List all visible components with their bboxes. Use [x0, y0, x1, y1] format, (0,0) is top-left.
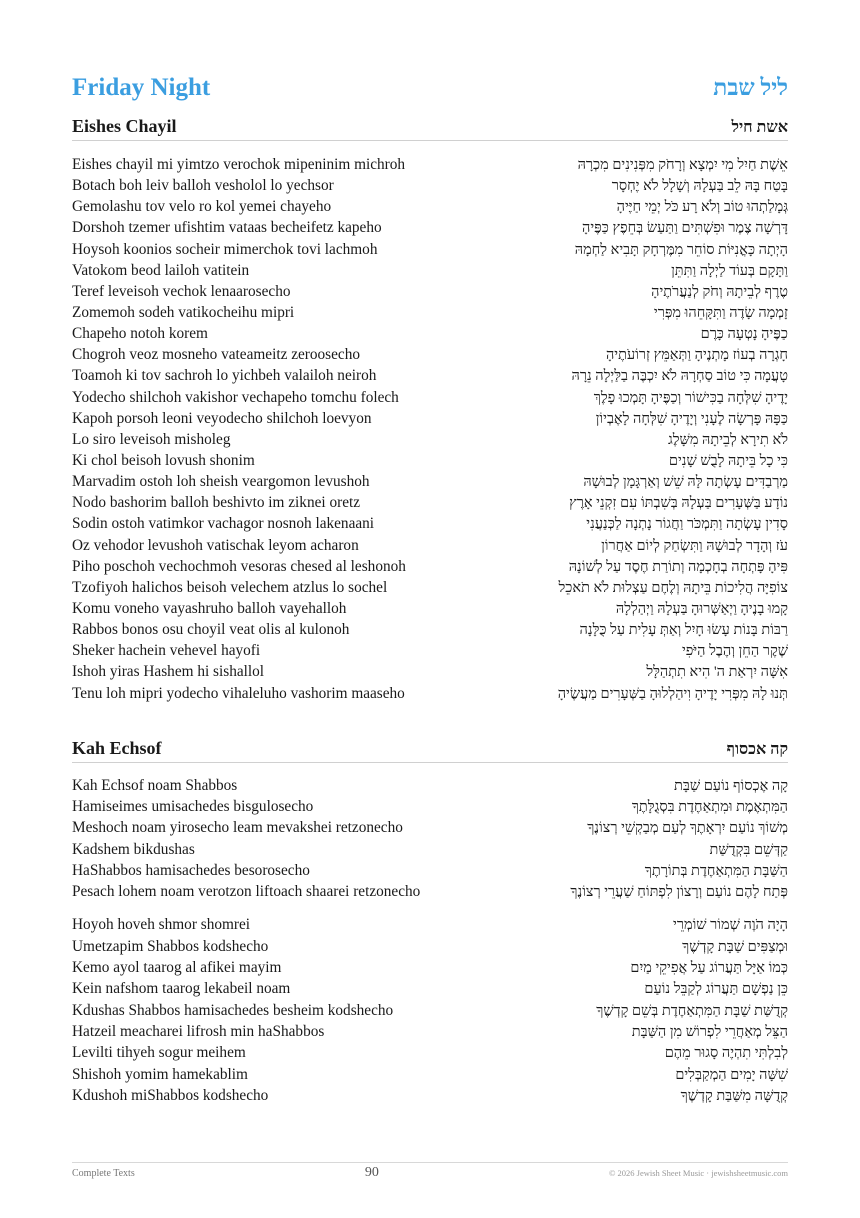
hebrew-line: זָמְמָה שָׂדֶה וַתִּקָּחֵהוּ מִפְּרִי: [653, 304, 788, 321]
transliteration-line: Nodo bashorim balloh beshivto im ziknei oretz: [72, 494, 361, 512]
page-footer: [72, 1162, 788, 1181]
hebrew-line: הַשַּׁבָּת הַמִּתְאַחֶדֶת בְּתוֹרָתֶךָ: [644, 862, 788, 879]
transliteration-line: HaShabbos hamisachedes besorosecho: [72, 861, 310, 879]
hebrew-line: כֵּן נַפְשָׁם תַּעֲרוֹג לְקַבֵּל נוֹעַם: [644, 981, 788, 998]
hebrew-line: אֵשֶׁת חַיִל מִי יִמְצָא וְרָחֹק מִפְּנִינִים מִכְרָהּ: [577, 157, 788, 173]
footer-copyright: © 2026 Jewish Sheet Music · jewishsheetmusic.com: [608, 1168, 788, 1178]
transliteration-line: Ishoh yiras Hashem hi sishallol: [72, 663, 265, 681]
hebrew-line: גְּמָלַתְהוּ טוֹב וְלֹא רָע כֹּל יְמֵי חַיֶּיהָ: [616, 199, 788, 216]
hebrew-line: בָּטַח בָּהּ לֵב בַּעְלָהּ וְשָׁלָל לֹא יֶחְסָר: [611, 178, 788, 195]
transliteration-line: Dorshoh tzemer ufishtim vataas becheifetz kapeho: [72, 219, 382, 237]
text-line: [72, 1064, 788, 1085]
text-line: [72, 217, 788, 238]
page-title-hebrew: ליל שבת: [713, 75, 788, 100]
text-line: [72, 323, 788, 344]
transliteration-line: Kemo ayol taarog al afikei mayim: [72, 959, 282, 977]
text-line: [72, 817, 788, 838]
text-line: [72, 860, 788, 881]
section-heading-eishes-chayil: [72, 116, 788, 141]
hebrew-line: הָיָה הֹוֶה שְׁמוֹר שׁוֹמְרֵי: [673, 917, 788, 934]
eishes-chayil-text: [72, 154, 788, 704]
section-title-hebrew: אשת חיל: [731, 119, 788, 136]
hebrew-line: רַבּוֹת בָּנוֹת עָשׂוּ חָיִל וְאַתְּ עָלִית עַל כֻּלָּנָה: [579, 622, 788, 639]
transliteration-line: Lo siro leveisoh misholeg: [72, 430, 231, 448]
hebrew-line: נוֹדָע בַּשְּׁעָרִים בַּעְלָהּ בְּשִׁבְתּוֹ עִם זִקְנֵי אָרֶץ: [569, 495, 788, 512]
transliteration-line: Hamiseimes umisachedes bisgulosecho: [72, 797, 314, 815]
hebrew-line: פִּיהָ פָּתְחָה בְחָכְמָה וְתוֹרַת חֶסֶד עַל לְשׁוֹנָהּ: [568, 558, 788, 575]
transliteration-line: Pesach lohem noam verotzon liftoach shaarei retzonecho: [72, 883, 421, 901]
text-line: [72, 775, 788, 796]
hebrew-line: יָדֶיהָ שִׁלְּחָה בַכִּישׁוֹר וְכַפֶּיהָ תָּמְכוּ פָלֶךְ: [593, 389, 788, 406]
text-line: [72, 1000, 788, 1021]
text-line: [72, 175, 788, 196]
text-line: [72, 535, 788, 556]
text-line: [72, 914, 788, 935]
hebrew-line: קְדֻשָּׁה מִשַּׁבַּת קָדְשֶׁךָ: [680, 1087, 788, 1104]
text-line: [72, 344, 788, 365]
hebrew-line: כְּמוֹ אַיָּל תַּעֲרוֹג עַל אֲפִיקֵי מַיִם: [630, 960, 788, 977]
text-line: [72, 492, 788, 513]
text-line: [72, 640, 788, 661]
text-line: [72, 1042, 788, 1063]
text-line: [72, 661, 788, 682]
transliteration-line: Hatzeil meacharei lifrosh min haShabbos: [72, 1022, 325, 1040]
text-line: [72, 513, 788, 534]
text-line: [72, 387, 788, 408]
hebrew-line: שִׁשָּׁה יָמִים הַמְקַבְּלִים: [675, 1066, 788, 1083]
transliteration-line: Sheker hachein vehevel hayofi: [72, 642, 261, 660]
text-line: [72, 683, 788, 704]
transliteration-line: Kdushoh miShabbos kodshecho: [72, 1086, 269, 1104]
transliteration-line: Tenu loh mipri yodecho vihaleluho vashorim maaseho: [72, 684, 405, 702]
transliteration-line: Levilti tihyeh sogur meihem: [72, 1044, 246, 1062]
text-line: [72, 796, 788, 817]
hebrew-line: תְּנוּ לָהּ מִפְּרִי יָדֶיהָ וִיהַלְלוּהָ בַשְּׁעָרִים מַעֲשֶׂיהָ: [557, 685, 788, 702]
hebrew-line: הַצֵּל מְאַחֲרֵי לִפְרוֹשׁ מִן הַשַּׁבָּת: [631, 1023, 788, 1040]
kah-echsof-text: [72, 775, 788, 1106]
hebrew-line: אִשָּׁה יִרְאַת ה' הִיא תִתְהַלָּל: [646, 664, 788, 681]
text-line: [72, 450, 788, 471]
hebrew-line: צוֹפִיָּה הֲלִיכוֹת בֵּיתָהּ וְלֶחֶם עַצְלוּת לֹא תֹאכֵל: [558, 579, 788, 596]
text-line: [72, 957, 788, 978]
transliteration-line: Gemolashu tov velo ro kol yemei chayeho: [72, 198, 332, 216]
text-line: [72, 239, 788, 260]
hebrew-line: וּמְצַפִּים שַׁבָּת קָדְשֶׁךָ: [682, 938, 788, 955]
hebrew-line: לֹא תִירָא לְבֵיתָהּ מִשָּׁלֶג: [667, 431, 788, 448]
text-line: [72, 881, 788, 902]
text-line: [72, 839, 788, 860]
hebrew-line: כַפֶּיהָ נָטְעָה כָּרֶם: [700, 326, 788, 343]
transliteration-line: Kadshem bikdushas: [72, 840, 195, 858]
text-line: [72, 1021, 788, 1042]
text-line: [72, 936, 788, 957]
transliteration-line: Kah Echsof noam Shabbos: [72, 776, 238, 794]
transliteration-line: Oz vehodor levushoh vatischak leyom acharon: [72, 536, 359, 554]
footer-label: Complete Texts: [72, 1168, 135, 1179]
hebrew-line: מַרְבַדִּים עָשְׂתָה לָּהּ שֵׁשׁ וְאַרְגָּמָן לְבוּשָׁהּ: [583, 474, 788, 491]
hebrew-line: טָעֲמָה כִּי טוֹב סַחְרָהּ לֹא יִכְבֶּה בַלַּיְלָה נֵרָהּ: [571, 368, 788, 385]
text-line: [72, 429, 788, 450]
transliteration-line: Hoysoh koonios socheir mimerchok tovi lachmoh: [72, 240, 378, 258]
hebrew-line: הַמִּתְאֶמֶת וּמִתְאַחֶדֶת בִּסְגֻלָּתֶךָ: [631, 798, 788, 815]
text-line: [72, 471, 788, 492]
stanza-gap: [72, 902, 788, 914]
transliteration-line: Vatokom beod lailoh vatitein: [72, 261, 250, 279]
transliteration-line: Sodin ostoh vatimkor vachagor nosnoh lakenaani: [72, 515, 375, 533]
text-line: [72, 154, 788, 175]
transliteration-line: Shishoh yomim hamekablim: [72, 1065, 248, 1083]
transliteration-line: Toamoh ki tov sachroh lo yichbeh valailoh neiroh: [72, 367, 377, 385]
transliteration-line: Kein nafshom taarog lekabeil noam: [72, 980, 291, 998]
hebrew-line: סָדִין עָשְׂתָה וַתִּמְכֹּר וַחֲגוֹר נָתְנָה לַכְּנַעֲנִי: [586, 516, 788, 533]
text-line: [72, 598, 788, 619]
transliteration-line: Zomemoh sodeh vatikocheihu mipri: [72, 303, 295, 321]
text-line: [72, 302, 788, 323]
hebrew-line: וַתָּקָם בְּעוֹד לַיְלָה וַתִּתֵּן: [671, 262, 788, 279]
transliteration-line: Hoyoh hoveh shmor shomrei: [72, 916, 251, 934]
transliteration-line: Marvadim ostoh loh sheish veargomon levushoh: [72, 473, 370, 491]
page-title-english: Friday Night: [72, 74, 211, 101]
transliteration-line: Yodecho shilchoh vakishor vechapeho tomchu folech: [72, 388, 399, 406]
transliteration-line: Chogroh veoz mosneho vateameitz zeroosecho: [72, 346, 360, 364]
text-line: [72, 556, 788, 577]
transliteration-line: Kapoh porsoh leoni veyodecho shilchoh loevyon: [72, 409, 372, 427]
section-title-english: Kah Echsof: [72, 737, 162, 758]
hebrew-line: קַדְּשֵׁם בִּקְדֻשַּׁת: [709, 841, 788, 858]
hebrew-line: טֶרֶף לְבֵיתָהּ וְחֹק לְנַעֲרֹתֶיהָ: [651, 283, 788, 300]
section-title-hebrew: קה אכסוף: [726, 740, 788, 758]
hebrew-line: קָה אֶכְסוֹף נוֹעַם שַׁבָּת: [673, 777, 788, 794]
transliteration-line: Chapeho notoh korem: [72, 325, 208, 343]
transliteration-line: Ki chol beisoh lovush shonim: [72, 451, 255, 469]
text-line: [72, 408, 788, 429]
transliteration-line: Tzofiyoh halichos beisoh velechem atzlus lo sochel: [72, 578, 388, 596]
text-line: [72, 577, 788, 598]
transliteration-line: Rabbos bonos osu choyil veat olis al kulonoh: [72, 621, 350, 639]
text-line: [72, 365, 788, 386]
text-line: [72, 196, 788, 217]
transliteration-line: Botach boh leiv balloh vesholol lo yechsor: [72, 177, 334, 195]
transliteration-line: Piho poschoh vechochmoh vesoras chesed al leshonoh: [72, 557, 406, 575]
text-line: [72, 619, 788, 640]
hebrew-line: הָיְתָה כָּאֳנִיּוֹת סוֹחֵר מִמֶּרְחָק תָּבִיא לַחְמָהּ: [574, 241, 788, 258]
text-line: [72, 1085, 788, 1106]
hebrew-line: כִּי כָל בֵּיתָהּ לָבֻשׁ שָׁנִים: [668, 452, 788, 469]
transliteration-line: Eishes chayil mi yimtzo verochok mipeninim michroh: [72, 156, 406, 173]
hebrew-line: דָּרְשָׁה צֶמֶר וּפִשְׁתִּים וַתַּעַשׂ בְּחֵפֶץ כַּפֶּיהָ: [582, 220, 788, 237]
page-number: 90: [364, 1165, 379, 1180]
hebrew-line: קְדֻשַּׁת שַׁבָּת הַמִּתְאַחֶדֶת בְּשֵׁם קָדְשֶׁךָ: [596, 1002, 788, 1019]
transliteration-line: Komu voneho vayashruho balloh vayehalloh: [72, 599, 347, 617]
text-line: [72, 978, 788, 999]
transliteration-line: Teref leveisoh vechok lenaarosecho: [72, 282, 291, 300]
transliteration-line: Umetzapim Shabbos kodshecho: [72, 937, 269, 955]
hebrew-line: עֹז וְהָדָר לְבוּשָׁהּ וַתִּשְׂחַק לְיוֹם אַחֲרוֹן: [601, 537, 788, 554]
hebrew-line: כַּפָּהּ פָּרְשָׂה לֶעָנִי וְיָדֶיהָ שִׁלְּחָה לָאֶבְיוֹן: [595, 410, 788, 427]
hebrew-line: פְּתַח לָהֶם נוֹעַם וְרָצוֹן לִפְתּוֹחַ שַׁעֲרֵי רְצוֹנֶךָ: [570, 884, 788, 901]
page-title-row: [72, 74, 788, 104]
hebrew-line: קָמוּ בָנֶיהָ וַיְאַשְּׁרוּהָ בַּעְלָהּ וַיְהַלְלָהּ: [615, 600, 788, 617]
text-line: [72, 260, 788, 281]
hebrew-line: חָגְרָה בְעוֹז מָתְנֶיהָ וַתְּאַמֵּץ זְרוֹעֹתֶיהָ: [605, 347, 788, 364]
section-heading-kah-echsof: [72, 738, 788, 763]
section-title-english: Eishes Chayil: [72, 116, 177, 136]
hebrew-line: מְשׁוֹךְ נוֹעַם יִרְאָתֶךָ לְעַם מְבַקְשֵׁי רְצוֹנֶךָ: [587, 820, 788, 837]
transliteration-line: Kdushas Shabbos hamisachedes besheim kodshecho: [72, 1001, 394, 1019]
transliteration-line: Meshoch noam yirosecho leam mevakshei retzonecho: [72, 819, 403, 837]
hebrew-line: שֶׁקֶר הַחֵן וְהֶבֶל הַיֹּפִי: [681, 643, 788, 660]
text-line: [72, 281, 788, 302]
hebrew-line: לְבִלְתִּי תִהְיֶה סָגוּר מֵהֶם: [664, 1045, 788, 1062]
